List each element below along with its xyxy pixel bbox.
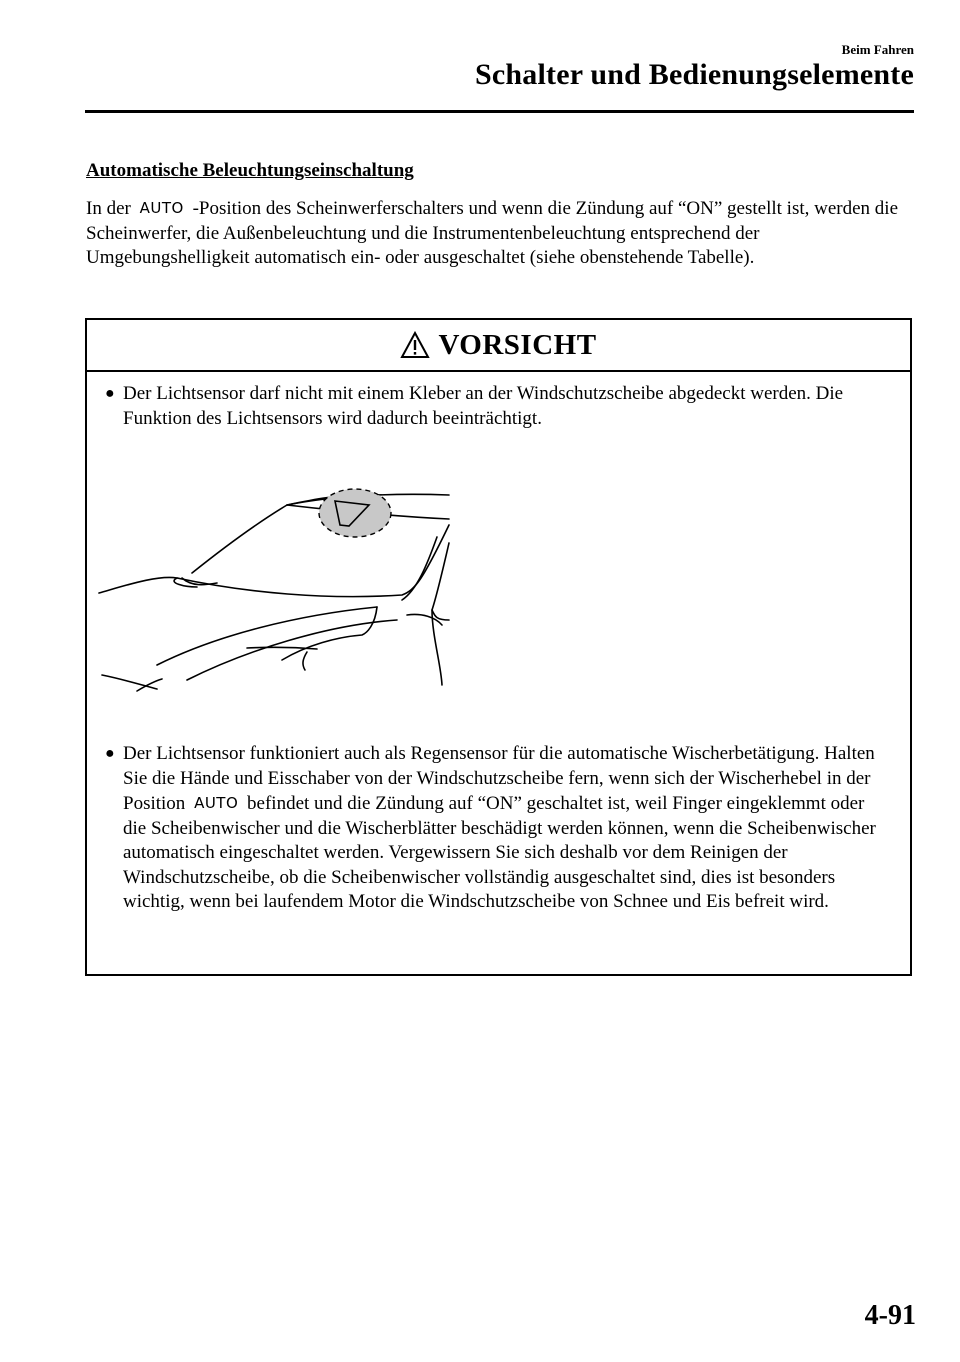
caution-item-2-text-end: befindet und die Zündung auf “ON” geschaltet ist, weil Finger eingeklemmt oder die Scheibenwischer und die Wischerblätter beschädigt werden können, wenn die Scheibenwischer automatisch eingeschaltet werden. Vergewissern Sie sich deshalb vor dem Reinigen der Windschutzscheibe, ob die Scheibenwischer vollständig ausgeschaltet sind, dies ist besonders wichtig, wenn bei laufendem Motor die Windschutzscheibe von Schnee und Eis befreit wird. <box>123 793 876 912</box>
caution-item-1 <box>101 382 891 431</box>
auto-symbol: AUTO <box>194 794 239 812</box>
intro-paragraph <box>86 196 916 271</box>
caution-header <box>87 320 910 372</box>
intro-text-start: In der <box>86 198 136 219</box>
bullet-icon: ● <box>105 385 115 402</box>
bullet-icon: ● <box>105 745 115 762</box>
section-heading: Automatische Beleuchtungseinschaltung <box>86 160 414 181</box>
caution-box <box>85 318 912 976</box>
auto-symbol: AUTO <box>139 199 184 217</box>
caution-item-1-text: Der Lichtsensor darf nicht mit einem Kleber an der Windschutzscheibe abgedeckt werden. Die Funktion des Lichtsensors wird dadurch beeinträchtigt. <box>123 383 844 429</box>
section-label: Beim Fahren <box>841 42 914 57</box>
page-title: Schalter und Bedienungselemente <box>474 58 914 91</box>
caution-item-2-text-start: Der Lichtsensor funktioniert auch als Regensensor für die automatische Wischerbetätigung. Halten Sie die Hände und Eisschaber von der Windschutzscheibe fern, wenn sich der Wischerhebel in der Position <box>123 743 875 814</box>
caution-title: VORSICHT <box>438 328 597 361</box>
header-divider <box>85 110 914 113</box>
warning-triangle-icon <box>400 331 430 359</box>
windshield-light-sensor-illustration <box>97 465 467 695</box>
caution-item-2 <box>101 742 891 915</box>
page-number: 4-91 <box>864 1300 916 1331</box>
intro-text-end: -Position des Scheinwerferschalters und wenn die Zündung auf “ON” gestellt ist, werden die Scheinwerfer, die Außenbeleuchtung und die Instrumentenbeleuchtung entsprechend der Umgebungshelligkeit automatisch ein- oder ausgeschaltet (siehe obenstehende Tabelle). <box>86 198 899 268</box>
